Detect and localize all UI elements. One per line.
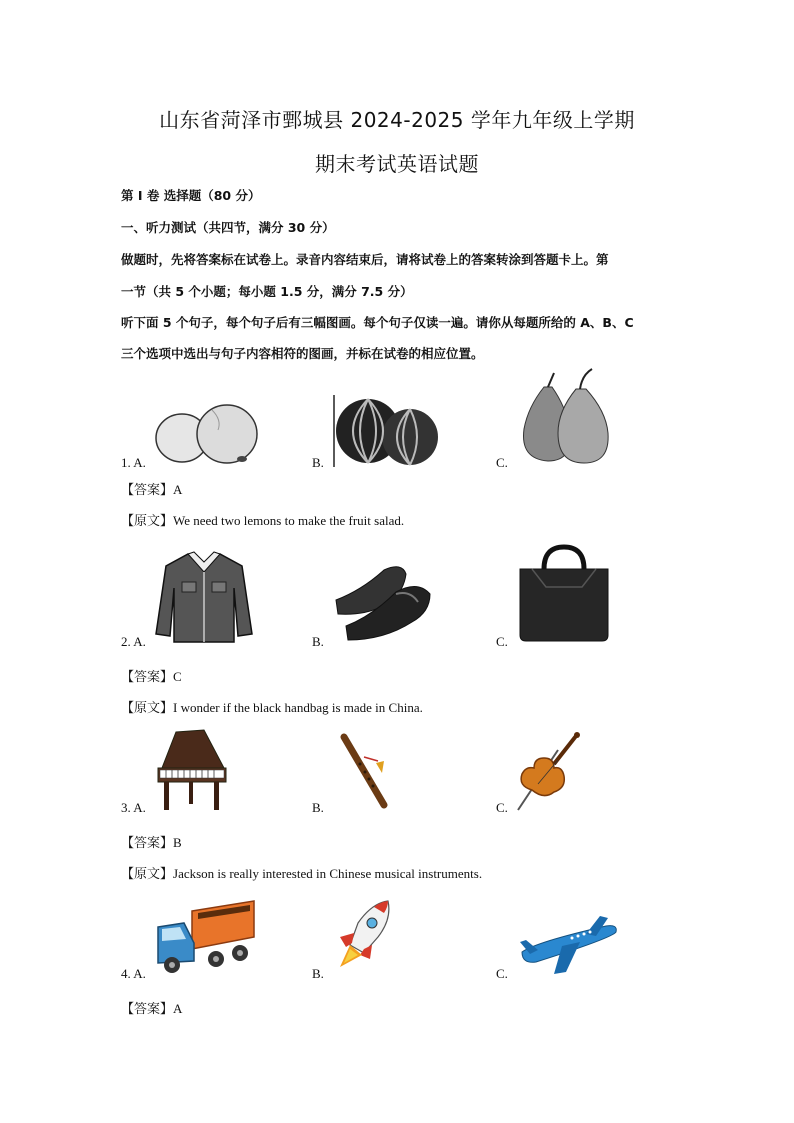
page-subtitle: 期末考试英语试题 — [315, 152, 479, 176]
option-label-a: 4. A. — [121, 966, 146, 981]
option-label-a: 3. A. — [121, 800, 146, 815]
answer-tag: 【答案】 — [121, 670, 174, 685]
answer-tag: 【答案】 — [121, 1002, 174, 1017]
answer-line — [121, 479, 182, 498]
lemons-picture — [152, 400, 262, 470]
flute-picture — [338, 733, 394, 809]
page-title: 山东省菏泽市鄄城县 2024-2025 学年九年级上学期 — [159, 108, 635, 132]
piano-picture — [154, 728, 230, 812]
option-label-c: C. — [496, 800, 508, 815]
shoes-picture — [332, 560, 436, 644]
section-heading: 一、听力测试（共四节，满分 30 分） — [121, 220, 335, 235]
handbag-picture — [516, 543, 612, 643]
script-line — [121, 697, 423, 716]
rocket-picture — [332, 897, 396, 979]
answer-tag: 【答案】 — [121, 836, 174, 851]
script-tag: 【原文】 — [121, 701, 174, 716]
option-label-c: C. — [496, 455, 508, 470]
script-tag: 【原文】 — [121, 514, 174, 529]
instruction-line: 听下面 5 个句子，每个句子后有三幅图画。每个句子仅读一遍。请你从每题所给的 A、B、C — [121, 315, 634, 330]
part-heading: 第 I 卷 选择题（80 分） — [121, 188, 261, 203]
instruction-line: 三个选项中选出与句子内容相符的图画，并标在试卷的相应位置。 — [121, 346, 484, 361]
answer-value: A — [173, 1001, 183, 1016]
script-tag: 【原文】 — [121, 867, 174, 882]
watermelons-picture — [332, 393, 440, 469]
script-text: We need two lemons to make the fruit salad. — [173, 513, 405, 528]
jacket-picture — [152, 548, 256, 644]
pears-picture — [514, 367, 614, 465]
instruction-line: 做题时，先将答案标在试卷上。录音内容结束后，请将试卷上的答案转涂到答题卡上。第 — [121, 252, 609, 267]
option-label-a: 2. A. — [121, 634, 146, 649]
script-text: Jackson is really interested in Chinese musical instruments. — [173, 866, 483, 881]
script-line — [121, 863, 482, 882]
answer-tag: 【答案】 — [121, 483, 174, 498]
answer-line — [121, 666, 182, 685]
option-label-b: B. — [312, 800, 324, 815]
option-label-b: B. — [312, 455, 324, 470]
script-text: I wonder if the black handbag is made in China. — [173, 700, 423, 715]
option-label-b: B. — [312, 966, 324, 981]
option-label-c: C. — [496, 966, 508, 981]
answer-value: B — [173, 835, 182, 850]
script-line — [121, 510, 404, 529]
truck-picture — [154, 897, 258, 977]
answer-value: A — [173, 482, 183, 497]
answer-value: C — [173, 669, 182, 684]
option-label-a: 1. A. — [121, 455, 146, 470]
airplane-picture — [516, 912, 620, 978]
violin-picture — [514, 730, 584, 814]
answer-line — [121, 998, 182, 1017]
option-label-c: C. — [496, 634, 508, 649]
instruction-line: 一节（共 5 个小题；每小题 1.5 分，满分 7.5 分） — [121, 284, 413, 299]
answer-line — [121, 832, 182, 851]
option-label-b: B. — [312, 634, 324, 649]
